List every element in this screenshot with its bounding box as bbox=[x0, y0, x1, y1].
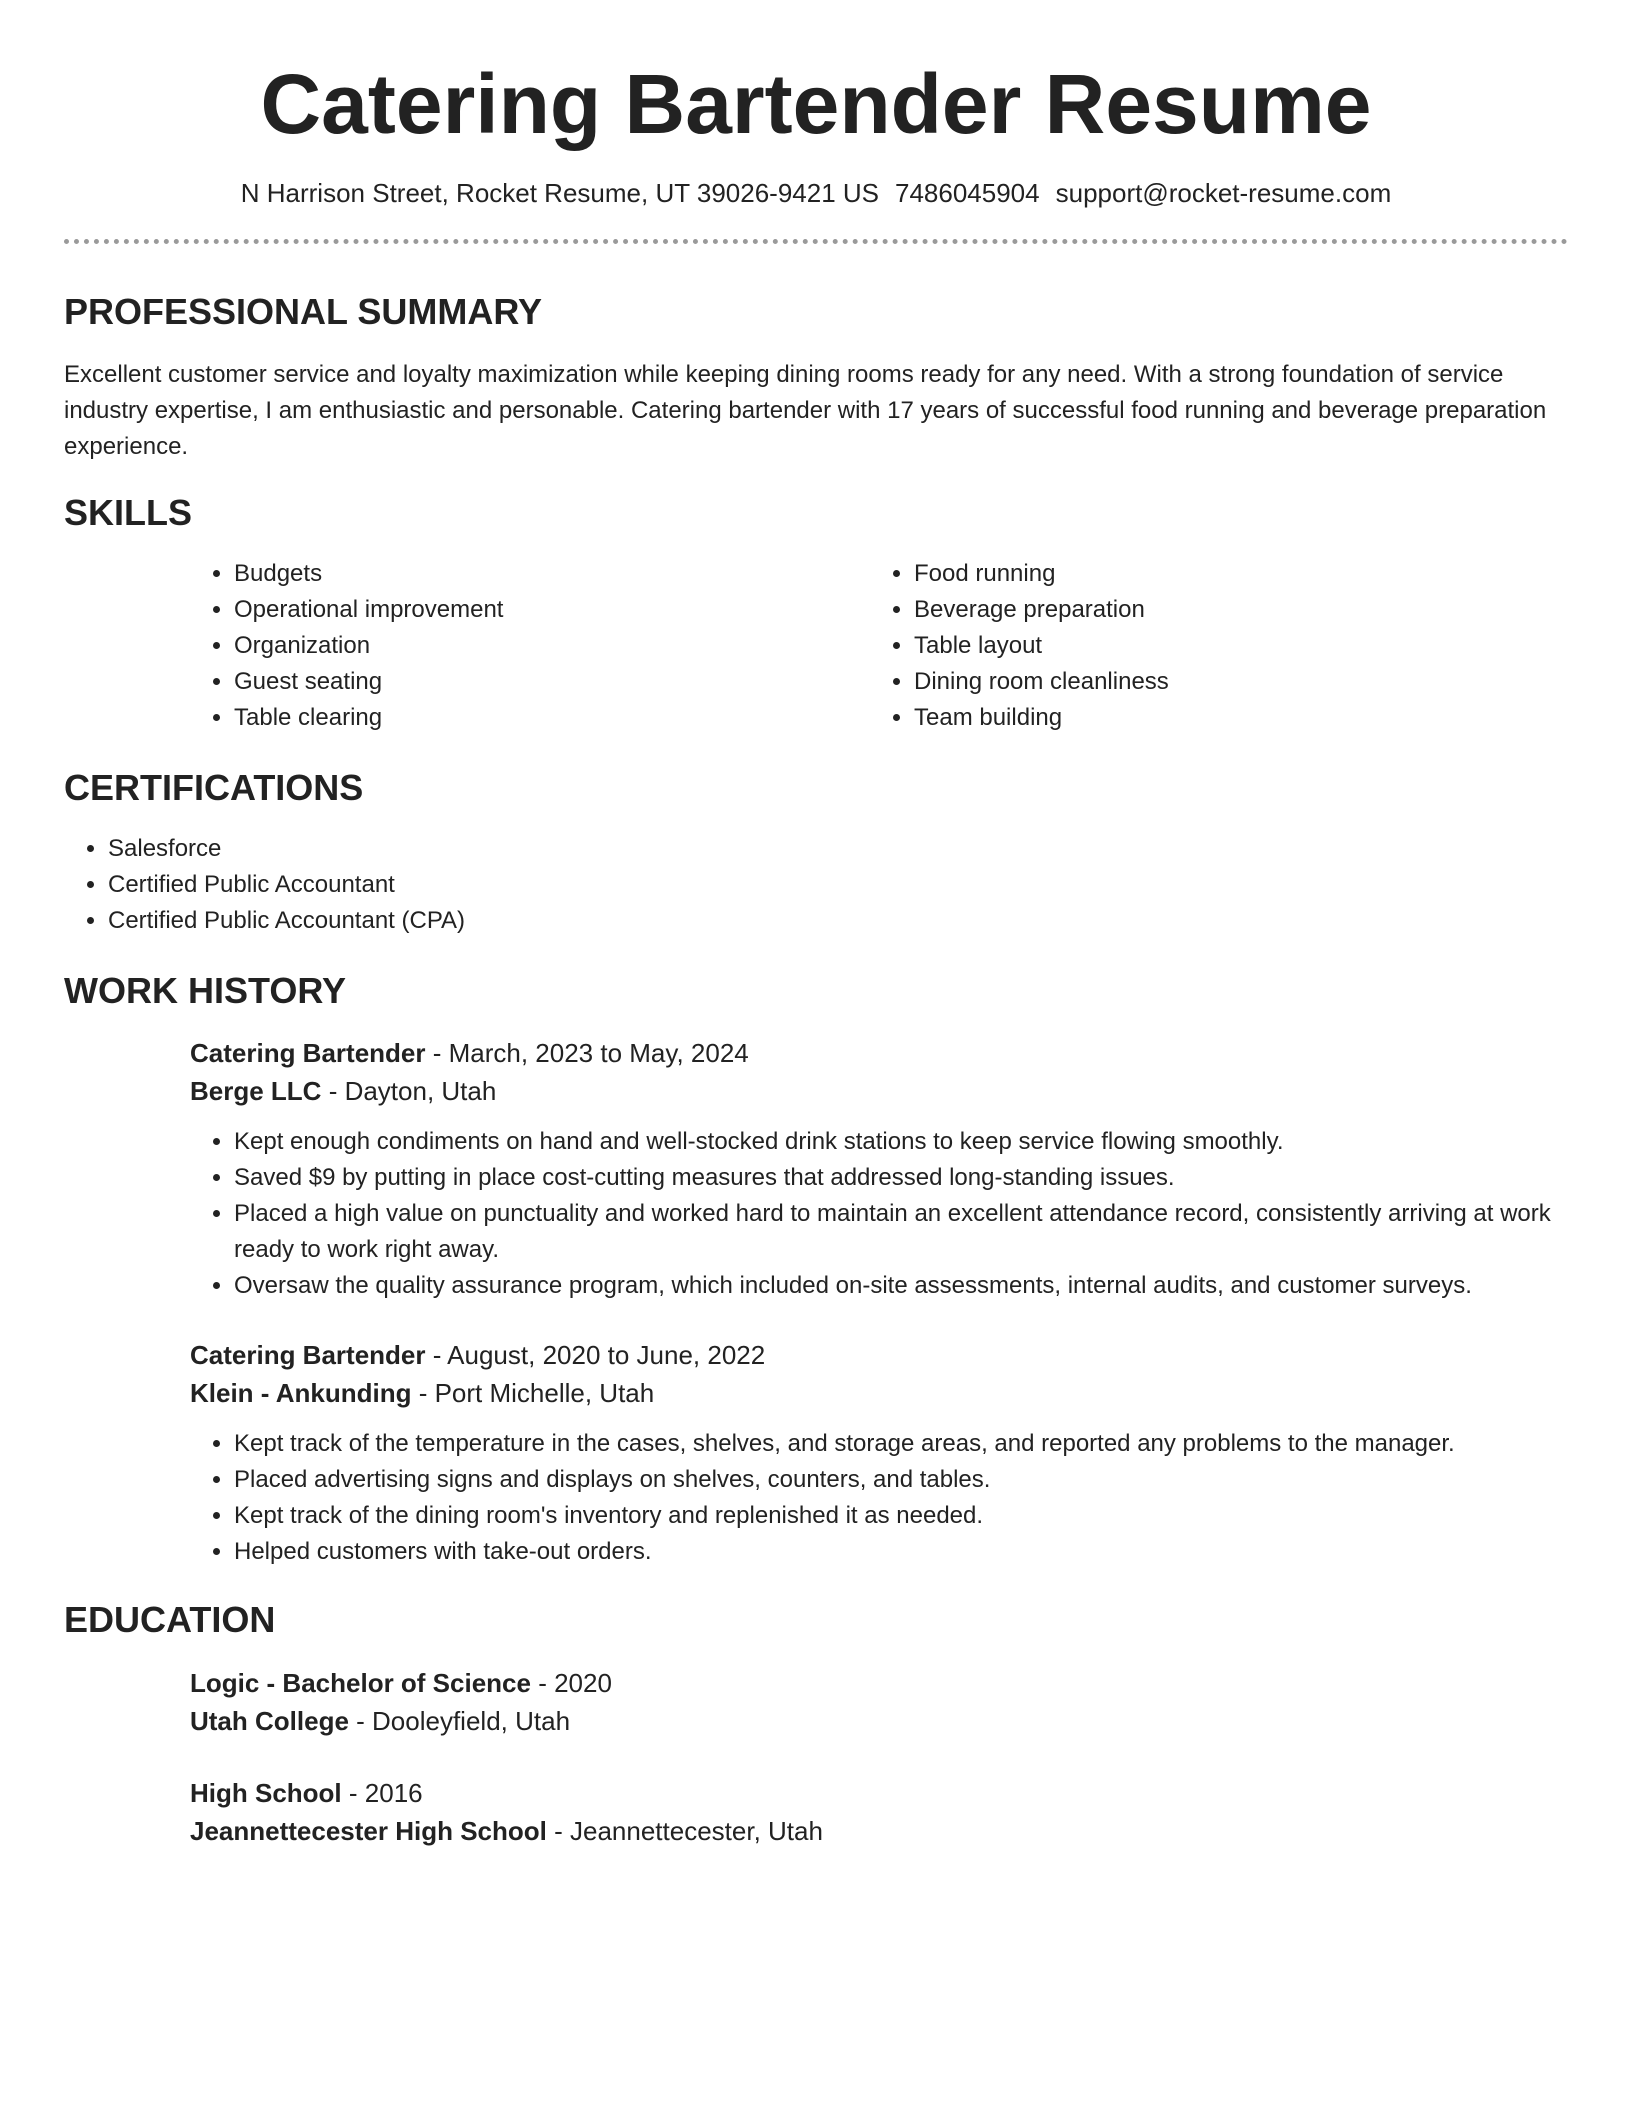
contact-address: N Harrison Street, Rocket Resume, UT 39026-9421 US bbox=[240, 177, 879, 208]
summary-heading: PROFESSIONAL SUMMARY bbox=[64, 290, 543, 332]
job-location: - Dayton, Utah bbox=[321, 1076, 497, 1107]
header-divider bbox=[64, 239, 1568, 244]
skill-item: • Table layout bbox=[914, 628, 1550, 664]
job-company-line bbox=[190, 1374, 1568, 1412]
work-history-section bbox=[64, 969, 1568, 1570]
education-location: - Jeannettecester, Utah bbox=[546, 1815, 823, 1846]
certification-item: • Certified Public Accountant bbox=[108, 867, 1568, 903]
education-year: - 2020 bbox=[530, 1667, 612, 1698]
job-company-line bbox=[190, 1072, 1568, 1110]
job-role: Catering Bartender bbox=[190, 1038, 426, 1069]
skill-item: • Operational improvement bbox=[234, 592, 870, 628]
job-company: Berge LLC bbox=[190, 1076, 322, 1107]
job-dates: - March, 2023 to May, 2024 bbox=[425, 1038, 749, 1069]
job-duty: • Kept enough condiments on hand and well-stocked drink stations to keep service flowing smoothly. bbox=[234, 1124, 1568, 1160]
skill-item: • Team building bbox=[914, 700, 1550, 736]
job-duty: • Helped customers with take-out orders. bbox=[234, 1534, 1568, 1570]
skills-heading: SKILLS bbox=[64, 491, 193, 533]
contact-line bbox=[64, 177, 1568, 211]
education-school: Utah College bbox=[190, 1705, 349, 1736]
summary-section bbox=[64, 290, 1568, 465]
skill-item: • Budgets bbox=[234, 556, 870, 592]
skill-item: • Table clearing bbox=[234, 700, 870, 736]
certifications-section bbox=[64, 766, 1568, 939]
job-duties bbox=[190, 1124, 1568, 1304]
education-school-line bbox=[190, 1702, 1568, 1740]
job-role: Catering Bartender bbox=[190, 1340, 426, 1371]
education-location: - Dooleyfield, Utah bbox=[348, 1705, 571, 1736]
job-title-line bbox=[190, 1336, 1568, 1374]
education-degree-line bbox=[190, 1774, 1568, 1812]
skill-item: • Guest seating bbox=[234, 664, 870, 700]
skills-column-left bbox=[190, 556, 870, 736]
certification-item: • Salesforce bbox=[108, 831, 1568, 867]
skill-item: • Organization bbox=[234, 628, 870, 664]
education-school: Jeannettecester High School bbox=[190, 1815, 547, 1846]
resume-page bbox=[64, 0, 1568, 1878]
job-location: - Port Michelle, Utah bbox=[411, 1378, 655, 1409]
contact-phone: 7486045904 bbox=[895, 177, 1040, 208]
job-entry bbox=[190, 1336, 1568, 1570]
education-school-line bbox=[190, 1812, 1568, 1850]
skill-item: • Dining room cleanliness bbox=[914, 664, 1550, 700]
education-entry bbox=[190, 1774, 1568, 1850]
summary-text: Excellent customer service and loyalty maximization while keeping dining rooms ready for any need. With a strong foundation of service industry expertise, I am enthusiastic and personable. Catering bartender with 17 years of successful food running and beverage preparation experience. bbox=[64, 360, 1547, 460]
skill-item: • Beverage preparation bbox=[914, 592, 1550, 628]
resume-title: Catering Bartender Resume bbox=[260, 57, 1372, 151]
education-heading: EDUCATION bbox=[64, 1599, 276, 1641]
job-duty: • Oversaw the quality assurance program, which included on-site assessments, internal audits, and customer surveys. bbox=[234, 1268, 1568, 1304]
job-duties bbox=[190, 1426, 1568, 1570]
education-degree-line bbox=[190, 1664, 1568, 1702]
education-year: - 2016 bbox=[341, 1777, 423, 1808]
certifications-heading: CERTIFICATIONS bbox=[64, 766, 364, 808]
job-duty: • Kept track of the temperature in the cases, shelves, and storage areas, and reported any problems to the manager. bbox=[234, 1426, 1568, 1462]
certifications-list bbox=[64, 831, 1568, 939]
job-entry bbox=[190, 1034, 1568, 1304]
skill-item: • Food running bbox=[914, 556, 1550, 592]
certification-item: • Certified Public Accountant (CPA) bbox=[108, 903, 1568, 939]
job-duty: • Saved $9 by putting in place cost-cutting measures that addressed long-standing issues. bbox=[234, 1160, 1568, 1196]
job-company: Klein - Ankunding bbox=[190, 1378, 412, 1409]
contact-email[interactable]: support@rocket-resume.com bbox=[1055, 177, 1392, 208]
work-history-heading: WORK HISTORY bbox=[64, 970, 347, 1012]
education-degree: Logic - Bachelor of Science bbox=[190, 1667, 531, 1698]
education-entry bbox=[190, 1664, 1568, 1740]
job-title-line bbox=[190, 1034, 1568, 1072]
job-dates: - August, 2020 to June, 2022 bbox=[425, 1340, 766, 1371]
education-degree: High School bbox=[190, 1777, 342, 1808]
job-duty: • Placed advertising signs and displays on shelves, counters, and tables. bbox=[234, 1462, 1568, 1498]
skills-columns bbox=[190, 556, 1568, 736]
skills-column-right bbox=[870, 556, 1550, 736]
skills-section bbox=[64, 491, 1568, 736]
job-duty: • Placed a high value on punctuality and worked hard to maintain an excellent attendance record, consistently arriving at work ready to work right away. bbox=[234, 1196, 1568, 1268]
education-section bbox=[64, 1598, 1568, 1849]
job-duty: • Kept track of the dining room's inventory and replenished it as needed. bbox=[234, 1498, 1568, 1534]
